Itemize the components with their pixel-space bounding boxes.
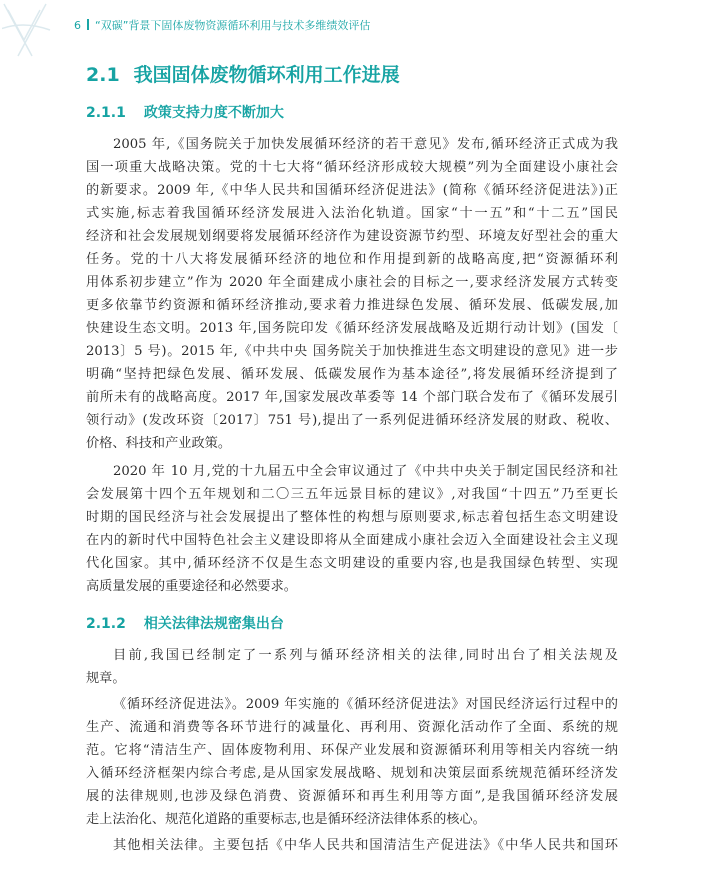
text-line: 高质量发展的重要途径和必然要求。 xyxy=(86,579,297,594)
text-line: 前所未有的战略高度。2017 年,国家发展改革委等 14 个部门联合发布了《循环发展引 xyxy=(86,390,618,405)
subsection-heading xyxy=(86,613,284,633)
text-line: 明确“坚持把绿色发展、循环发展、低碳发展作为基本途径”,将发展循环经济提到了 xyxy=(86,367,618,382)
section-heading xyxy=(86,60,400,87)
text-line: 目前,我国已经制定了一系列与循环经济相关的法律,同时出台了相关法规及 xyxy=(113,648,618,663)
text-line: 在内的新时代中国特色社会主义建设即将从全面建成小康社会迈入全面建设社会主义现 xyxy=(86,533,618,548)
text-line: 国一项重大战略决策。党的十七大将“循环经济形成较大规模”列为全面建设小康社会 xyxy=(86,160,618,175)
text-line: 《循环经济促进法》。2009 年实施的《循环经济促进法》对国民经济运行过程中的 xyxy=(113,697,618,712)
text-line: 任务。党的十八大将发展循环经济的地位和作用提到新的战略高度,把“资源循环利 xyxy=(86,252,618,267)
text-line: 2020 年 10 月,党的十九届五中全会审议通过了《中共中央关于制定国民经济和社 xyxy=(113,464,618,479)
subsection-title: 政策支持力度不断加大 xyxy=(143,105,284,121)
text-line: 会发展第十四个五年规划和二〇三五年远景目标的建议》,对我国“十四五”乃至更长 xyxy=(86,487,618,502)
text-line: 更多依靠节约资源和循环经济推动,要求着力推进绿色发展、循环发展、低碳发展,加 xyxy=(86,298,618,313)
text-line: 用体系初步建立”作为 2020 年全面建成小康社会的目标之一,要求经济发展方式转变 xyxy=(86,275,618,290)
text-line: 式实施,标志着我国循环经济发展进入法治化轨道。国家“十一五”和“十二五”国民 xyxy=(86,206,618,221)
text-line: 规章。 xyxy=(86,671,126,686)
text-line: 范。它将“清洁生产、固体废物利用、环保产业发展和资源循环利用等相关内容统一纳 xyxy=(86,743,618,758)
watermark-logo xyxy=(2,0,72,60)
section-number: 2.1 xyxy=(86,64,120,86)
section-title: 我国固体废物循环利用工作进展 xyxy=(133,64,400,86)
text-line: 生产、流通和消费等各环节进行的减量化、再利用、资源化活动作了全面、系统的规 xyxy=(86,720,618,735)
text-line: 入循环经济框架内综合考虑,是从国家发展战略、规划和决策层面系统规范循环经济发 xyxy=(86,766,618,781)
text-line: 快建设生态文明。2013 年,国务院印发《循环经济发展战略及近期行动计划》(国发〔 xyxy=(86,321,618,336)
subsection-number: 2.1.1 xyxy=(86,105,126,121)
text-line: 的新要求。2009 年,《中华人民共和国循环经济促进法》(简称《循环经济促进法》)正 xyxy=(86,183,618,198)
text-line: 其他相关法律。主要包括《中华人民共和国清洁生产促进法》《中华人民共和国环 xyxy=(113,838,618,853)
text-line: 经济和社会发展规划纲要将发展循环经济作为建设资源节约型、环境友好型社会的重大 xyxy=(86,229,618,244)
text-line: 领行动》(发改环资〔2017〕751 号),提出了一系列促进循环经济发展的财政、税收、 xyxy=(86,413,618,428)
page-number: 6 xyxy=(74,19,81,32)
subsection-number: 2.1.2 xyxy=(86,616,126,632)
text-line: 价格、科技和产业政策。 xyxy=(86,436,232,451)
subsection-title: 相关法律法规密集出台 xyxy=(143,616,284,632)
running-header xyxy=(74,17,370,33)
subsection-heading xyxy=(86,102,284,122)
text-line: 走上法治化、规范化道路的重要标志,也是循环经济法律体系的核心。 xyxy=(86,812,486,827)
header-divider xyxy=(87,19,89,30)
text-line: 2013〕5 号)。2015 年,《中共中央 国务院关于加快推进生态文明建设的意见》进一步 xyxy=(86,344,618,359)
text-line: 2005 年,《国务院关于加快发展循环经济的若干意见》发布,循环经济正式成为我 xyxy=(113,137,618,152)
text-line: 时期的国民经济与社会发展提出了整体性的构想与原则要求,标志着包括生态文明建设 xyxy=(86,510,618,525)
text-line: 代化国家。其中,循环经济不仅是生态文明建设的重要内容,也是我国绿色转型、实现 xyxy=(86,556,618,571)
running-title: “双碳”背景下固体废物资源循环利用与技术多维绩效评估 xyxy=(95,19,371,32)
text-line: 展的法律规则,也涉及绿色消费、资源循环和再生利用等方面”,是我国循环经济发展 xyxy=(86,789,618,804)
